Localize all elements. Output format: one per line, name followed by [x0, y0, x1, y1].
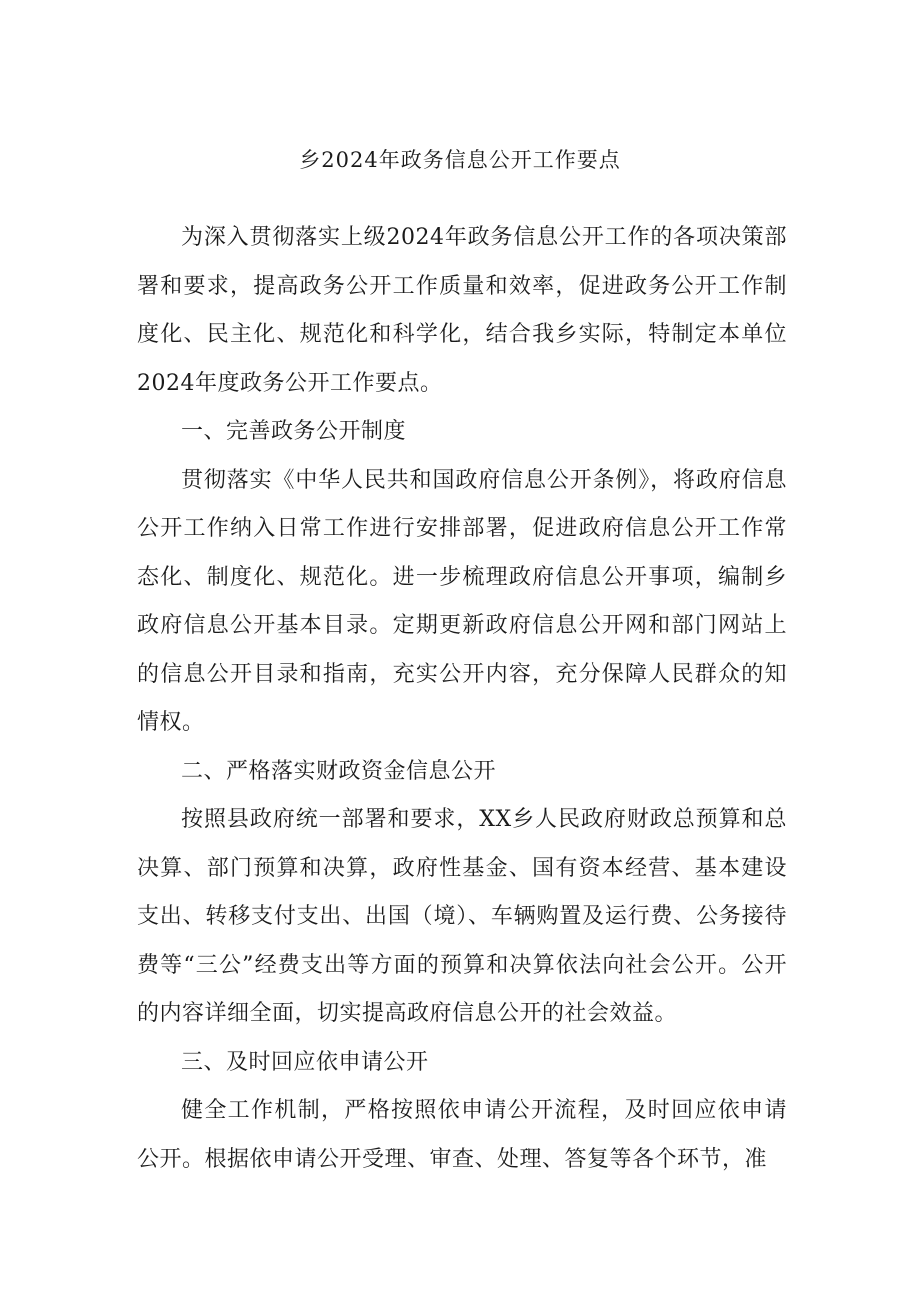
paragraph-intro: 为深入贯彻落实上级2024年政务信息公开工作的各项决策部署和要求，提高政务公开工作质量和效率，促进政务公开工作制度化、民主化、规范化和科学化，结合我乡实际，特制定本单位2024年度政务公开工作要点。: [137, 225, 787, 396]
section-heading-2: 二、严格落实财政资金信息公开: [181, 758, 497, 784]
paragraph-section-3: 健全工作机制，严格按照依申请公开流程，及时回应依申请公开。根据依申请公开受理、审查、处理、答复等各个环节，准: [137, 1098, 787, 1172]
section-heading-1: 一、完善政务公开制度: [181, 419, 407, 444]
section-heading-3: 三、及时回应依申请公开: [181, 1049, 429, 1075]
document-body: [137, 214, 787, 1184]
document-title: 乡2024年政务信息公开工作要点: [299, 148, 621, 172]
paragraph-section-1: 贯彻落实《中华人民共和国政府信息公开条例》，将政府信息公开工作纳入日常工作进行安排部署，促进政府信息公开工作常态化、制度化、规范化。进一步梳理政府信息公开事项，编制乡政府信息公开基本目录。定期更新政府信息公开网和部门网站上的信息公开目录和指南，充实公开内容，充分保障人民群众的知情权。: [137, 467, 787, 735]
paragraph-section-2: 按照县政府统一部署和要求，XX乡人民政府财政总预算和总决算、部门预算和决算，政府性基金、国有资本经营、基本建设支出、转移支付支出、出国（境）、车辆购置及运行费、公务接待费等“三公”经费支出等方面的预算和决算依法向社会公开。公开的内容详细全面，切实提高政府信息公开的社会效益。: [137, 807, 787, 1026]
